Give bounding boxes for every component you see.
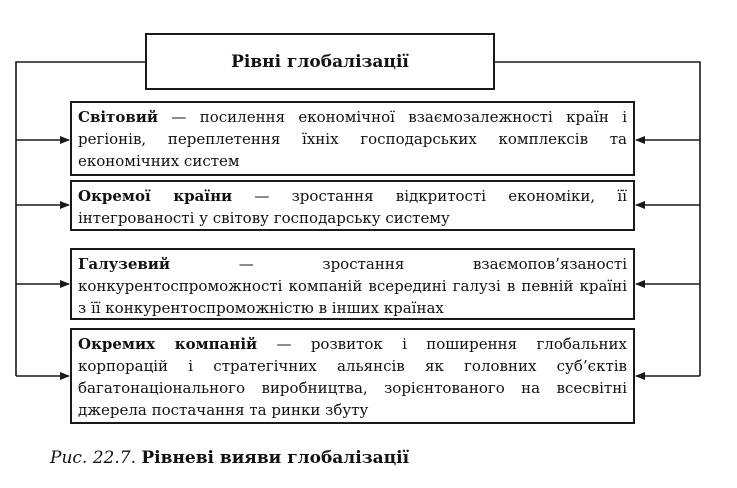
level-name-country: Окремої країни: [78, 187, 233, 205]
level-dash-world: —: [158, 108, 200, 126]
level-name-branch: Галузевий: [78, 255, 171, 273]
figure-caption: [50, 448, 409, 468]
level-name-world: Світовий: [78, 108, 159, 126]
level-description-world: посилення економічної взаємозалежності країн і регіонів, переплетення їхніх господарських комплексів та економічних систем: [78, 108, 627, 170]
diagram-title: Рівні глобалізації: [231, 51, 409, 72]
diagram-title-box: [145, 33, 495, 90]
figure-caption-text: Рівневі вияви глобалізації: [141, 448, 410, 468]
level-dash-branch: —: [170, 255, 323, 273]
level-box-company: [70, 328, 635, 424]
level-dash-country: —: [232, 187, 292, 205]
figure-caption-prefix: Рис. 22.7.: [50, 448, 136, 468]
level-description-branch: зростання взаємопов’язаності конкурентоспроможності компаній всередині галузі в певній країні з її конкурентоспроможністю в інших країнах: [78, 255, 627, 317]
level-description-country: зростання відкритості економіки, її інтегрованості у світову господарську систему: [78, 187, 627, 227]
level-dash-company: —: [257, 335, 311, 353]
level-box-country: [70, 180, 635, 231]
level-name-company: Окремих компаній: [78, 335, 258, 353]
level-description-company: розвиток і поширення глобальних корпорацій і стратегічних альянсів як головних суб’єктів багатонаціонального виробництва, зорієнтованого на всесвітні джерела постачання та ринки збуту: [78, 335, 627, 419]
level-box-world: [70, 101, 635, 176]
level-box-branch: [70, 248, 635, 320]
